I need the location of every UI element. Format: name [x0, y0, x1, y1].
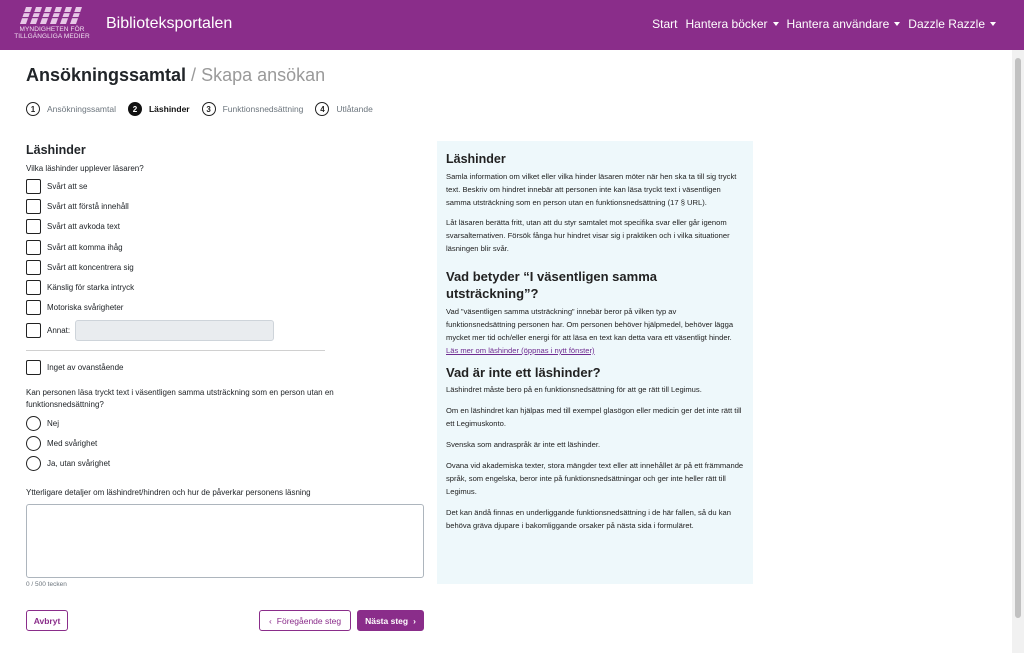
info-paragraph: Låt läsaren berätta fritt, utan att du styr samtalet mot specifika svar eller går igenom svarsalternativen. Försök fånga hur hindret visar sig i praktiken och i vilka situationer läsningen blir svår. [446, 218, 730, 253]
next-step-button[interactable] [357, 610, 424, 631]
checkbox-label: Svårt att förstå innehåll [47, 202, 129, 211]
mtm-logo[interactable] [8, 4, 96, 46]
checkbox-option[interactable] [26, 199, 129, 214]
info-paragraph: Läshindret måste bero på en funktionsnedsättning för att ge rätt till Legimus. [446, 385, 702, 394]
question-reading-barriers: Vilka läshinder upplever läsaren? [26, 164, 144, 173]
next-step-label: Nästa steg [365, 615, 409, 626]
info-paragraph: Ovana vid akademiska texter, stora mängder text eller att innehållet är på ett främmande språk, som engelska, beror inte på funktionsnedsättningar och ger inte heller rätt till Legimus. [446, 461, 744, 496]
step-number: 1 [26, 102, 40, 116]
checkbox-label: Svårt att koncentrera sig [47, 263, 134, 272]
checkbox[interactable] [26, 199, 41, 214]
nav-user-name: Dazzle Razzle [908, 17, 985, 31]
nav-user-menu[interactable] [908, 17, 996, 31]
info-panel [437, 141, 753, 584]
step-3[interactable] [202, 102, 304, 116]
checkbox-label: Känslig för starka intryck [47, 283, 135, 292]
page-title-main: Ansökningssamtal [26, 65, 187, 85]
details-label: Ytterligare detaljer om läshindret/hindren och hur de påverkar personens läsning [26, 488, 311, 497]
checkbox[interactable] [26, 300, 41, 315]
info-heading: Vad betyder “I väsentligen samma utsträckning”? [446, 269, 657, 301]
radio-label: Ja, utan svårighet [47, 459, 111, 468]
checkbox-option[interactable] [26, 260, 134, 275]
brand-link[interactable]: Biblioteksportalen [106, 15, 233, 32]
checkbox-label: Svårt att se [47, 182, 88, 191]
checkbox-label: Svårt att avkoda text [47, 222, 120, 231]
chevron-left-icon: ‹ [268, 615, 272, 626]
form-heading: Läshinder [26, 143, 86, 157]
char-counter: 0 / 500 tecken [26, 581, 67, 588]
step-2[interactable] [128, 102, 190, 116]
step-label: Utlåtande [336, 104, 373, 114]
chevron-down-icon [773, 22, 779, 26]
info-paragraph: Om en läshindret kan hjälpas med till exempel glasögon eller medicin ger det inte rätt till ett Legimuskonto. [446, 406, 742, 428]
radio-option[interactable] [26, 436, 97, 451]
details-textarea[interactable] [26, 504, 424, 578]
step-4[interactable] [315, 102, 372, 116]
scrollbar-thumb[interactable] [1015, 58, 1021, 618]
info-paragraph: Samla information om vilket eller vilka hinder läsaren möter när hen ska ta till sig tryckt text. Beskriv om hindret innebär att personen inte kan läsa tryckt text i väsentligen samma utsträckning som en person utan en funktionsnedsättning (17 § URL). [446, 172, 737, 207]
page-title-sub: Skapa ansökan [201, 65, 326, 85]
step-label: Funktionsnedsättning [222, 104, 304, 114]
stepper [26, 102, 385, 116]
radio[interactable] [26, 456, 41, 471]
checkbox-option[interactable] [26, 219, 120, 234]
previous-step-button[interactable] [259, 610, 351, 631]
radio-label: Nej [47, 419, 60, 428]
page-title [26, 65, 325, 86]
page-title-sep: / [186, 65, 202, 85]
logo-text-line1: MYNDIGHETEN FÖR [19, 26, 85, 33]
cancel-button[interactable]: Avbryt [26, 610, 68, 631]
nav-manage-books-label: Hantera böcker [685, 17, 768, 31]
checkbox-option-other[interactable] [26, 323, 70, 338]
logo-text-line2: TILLGÄNGLIGA MEDIER [14, 33, 90, 40]
chevron-down-icon [894, 22, 900, 26]
checkbox-label: Svårt att komma ihåg [47, 243, 123, 252]
checkbox-label: Inget av ovanstående [47, 363, 124, 372]
nav-manage-users[interactable] [787, 17, 901, 31]
info-paragraph: Det kan ändå finnas en underliggande funktionsnedsättning i de här fallen, så du kan behöva gräva djupare i bakomliggande orsaker på nästa sida i formuläret. [446, 508, 731, 530]
chevron-right-icon: › [413, 615, 416, 626]
checkbox[interactable] [26, 179, 41, 194]
info-heading: Läshinder [446, 152, 506, 166]
checkbox-option[interactable] [26, 179, 87, 194]
checkbox[interactable] [26, 260, 41, 275]
checkbox-label: Annat: [47, 326, 71, 335]
logo-mark-icon [8, 4, 96, 26]
checkbox-option[interactable] [26, 280, 134, 295]
step-1[interactable] [26, 102, 116, 116]
info-heading: Vad är inte ett läshinder? [446, 365, 601, 380]
checkbox-option[interactable] [26, 300, 123, 315]
nav-manage-books[interactable] [686, 17, 779, 31]
checkbox[interactable] [26, 323, 41, 338]
info-paragraph-text: Vad ”väsentligen samma utsträckning” innebär beror på vilken typ av funktionsnedsättning personen har. Om personen behöver hjälpmedel, behöver lägga mycket mer tid och/eller energi för att läsa en text kan detta vara ett väsentligt hinder. [446, 307, 734, 342]
info-paragraph [446, 305, 745, 357]
step-number: 3 [202, 102, 216, 116]
checkbox-label: Motoriska svårigheter [47, 303, 124, 312]
top-navbar [0, 0, 1024, 50]
divider [26, 350, 325, 351]
checkbox-option[interactable] [26, 240, 123, 255]
step-label: Läshinder [148, 104, 190, 114]
checkbox[interactable] [26, 240, 41, 255]
logo-text [8, 26, 96, 40]
nav-start[interactable]: Start [652, 17, 678, 31]
read-more-link[interactable]: Läs mer om läshinder (öppnas i nytt fönster) [446, 346, 595, 355]
radio-option[interactable] [26, 456, 110, 471]
radio[interactable] [26, 436, 41, 451]
other-input[interactable] [75, 320, 274, 341]
checkbox[interactable] [26, 280, 41, 295]
previous-step-label: Föregående steg [276, 615, 342, 626]
nav-manage-users-label: Hantera användare [786, 17, 890, 31]
radio[interactable] [26, 416, 41, 431]
nav-links [644, 17, 996, 31]
step-label: Ansökningssamtal [47, 104, 116, 114]
step-number: 2 [128, 102, 142, 116]
checkbox[interactable] [26, 219, 41, 234]
radio-option[interactable] [26, 416, 59, 431]
checkbox[interactable] [26, 360, 41, 375]
step-number: 4 [315, 102, 329, 116]
checkbox-none[interactable] [26, 360, 124, 375]
info-paragraph: Svenska som andraspråk är inte ett läshinder. [446, 440, 601, 449]
radio-label: Med svårighet [47, 439, 98, 448]
question-reading-extent: Kan personen läsa tryckt text i väsentligen samma utsträckning som en person utan en funktionsnedsättning? [26, 388, 334, 409]
chevron-down-icon [990, 22, 996, 26]
